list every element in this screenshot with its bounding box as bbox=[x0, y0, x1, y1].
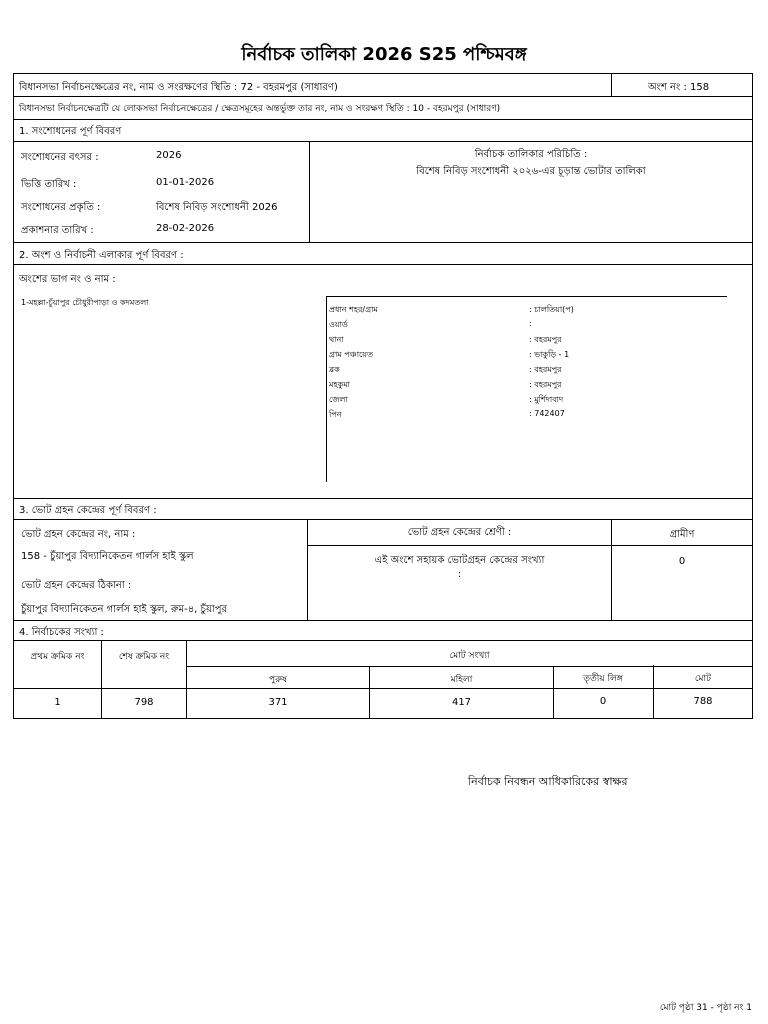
electoral-roll-frame bbox=[13, 73, 753, 719]
divider bbox=[14, 688, 752, 689]
divider bbox=[14, 242, 752, 243]
roll-identification-value: বিশেষ নিবিড় সংশোধনী ২০২৬-এর চূড়ান্ত ভোটার তালিকা bbox=[416, 166, 646, 177]
divider bbox=[186, 666, 752, 667]
qualifying-date-value: 01-01-2026 bbox=[156, 177, 215, 188]
female-header: মহিলা bbox=[450, 675, 473, 685]
polling-station-category-value: গ্রামীণ bbox=[669, 529, 695, 540]
pin-value: : 742407 bbox=[529, 409, 565, 418]
first-serial-value: 1 bbox=[54, 697, 61, 708]
part-area-name: 1-মহল্লা-চুঁয়াপুর চৌধুরীপাড়া ও কদমতলা bbox=[21, 298, 149, 307]
section2-heading: 2. অংশ ও নির্বাচনী এলাকার পূর্ণ বিবরণ : bbox=[19, 250, 184, 261]
roll-identification-label: নির্বাচক তালিকার পরিচিতি : bbox=[474, 149, 588, 160]
divider bbox=[326, 296, 727, 297]
divider bbox=[307, 545, 752, 546]
publication-date-label: প্রকাশনার তারিখ : bbox=[21, 225, 94, 236]
auxiliary-stations-value: 0 bbox=[678, 556, 686, 567]
total-count-header: মোট সংখ্যা bbox=[449, 651, 490, 661]
qualifying-date-label: ভিত্তি তারিখ : bbox=[21, 179, 77, 190]
main-town-label: প্রধান শহর/গ্রাম bbox=[329, 305, 378, 314]
district-value: : মুর্শিদাবাদ bbox=[529, 395, 564, 404]
section3-heading: 3. ভোট গ্রহন কেন্দ্রের পূর্ণ বিবরণ : bbox=[19, 505, 157, 516]
third-gender-count-value: 0 bbox=[599, 696, 607, 707]
male-count-value: 371 bbox=[268, 697, 288, 708]
total-header: মোট bbox=[694, 674, 712, 684]
block-value: : বহরমপুর bbox=[529, 365, 562, 374]
ward-label: ওয়ার্ড bbox=[329, 320, 348, 329]
revision-type-value: বিশেষ নিবিড় সংশোধনী 2026 bbox=[156, 202, 278, 213]
ward-value: : bbox=[529, 319, 532, 328]
gram-panchayat-value: : ভাকুড়ি - 1 bbox=[529, 350, 570, 359]
pin-label: পিন bbox=[329, 410, 342, 419]
main-town-value: : চালতিয়া(প) bbox=[529, 305, 574, 314]
part-number: অংশ নং : 158 bbox=[648, 82, 710, 93]
divider bbox=[14, 640, 752, 641]
revision-year-value: 2026 bbox=[156, 150, 182, 161]
police-station-value: : বহরমপুর bbox=[529, 335, 562, 344]
divider bbox=[611, 74, 612, 96]
assembly-constituency: বিধানসভা নির্বাচনক্ষেত্রের নং, নাম ও সংরক্ষণের স্থিতি : 72 - বহরমপুর (সাধারণ) bbox=[19, 82, 338, 93]
divider bbox=[14, 96, 752, 97]
ero-signature-label: নির্বাচক নিবন্ধন আধিকারিকের স্বাক্ষর bbox=[468, 775, 628, 788]
subdivision-value: : বহরমপুর bbox=[529, 380, 562, 389]
polling-station-address-label: ভোট গ্রহন কেন্দ্রের ঠিকানা : bbox=[21, 580, 132, 591]
district-label: জেলা bbox=[329, 395, 348, 404]
revision-year-label: সংশোধনের বৎসর : bbox=[21, 152, 99, 163]
divider bbox=[14, 519, 752, 520]
first-serial-header: প্রথম ক্রমিক নং bbox=[30, 652, 85, 662]
male-header: পুরুষ bbox=[269, 675, 287, 685]
divider bbox=[326, 296, 327, 482]
divider bbox=[14, 620, 752, 621]
polling-station-name: 158 - চুঁয়াপুর বিদ্যানিকেতন গার্লস হাই স্কুল bbox=[21, 551, 194, 562]
parliamentary-constituency: বিধানসভা নির্বাচনক্ষেত্রটি যে লোকসভা নির্বাচনক্ষেত্রের / ক্ষেত্রসমূহের অন্তর্ভুক্ত তার নং, নাম ও সংরক্ষণ স্থিতি : 10 - বহরমপুর (সাধারণ) bbox=[19, 104, 501, 114]
auxiliary-stations-colon: : bbox=[457, 569, 462, 580]
document-title: নির্বাচক তালিকা 2026 S25 পশ্চিমবঙ্গ bbox=[241, 44, 527, 65]
third-gender-header: তৃতীয় লিঙ্গ bbox=[583, 674, 623, 684]
revision-type-label: সংশোধনের প্রকৃতি : bbox=[21, 202, 101, 213]
block-label: ব্লক bbox=[329, 365, 340, 374]
divider bbox=[14, 141, 752, 142]
publication-date-value: 28-02-2026 bbox=[156, 223, 215, 234]
police-station-label: থানা bbox=[329, 335, 344, 344]
part-area-heading: অংশের ভাগ নং ও নাম : bbox=[19, 274, 116, 285]
divider bbox=[14, 498, 752, 499]
female-count-value: 417 bbox=[451, 697, 472, 708]
auxiliary-stations-label: এই অংশে সহায়ক ভোটগ্রহন কেন্দ্রের সংখ্যা bbox=[374, 555, 545, 566]
section1-heading: 1. সংশোধনের পূর্ণ বিবরণ bbox=[19, 126, 122, 137]
polling-station-address: চুঁয়াপুর বিদ্যানিকেতন গার্লস হাই স্কুল, রুম-৪, চুঁয়াপুর bbox=[21, 604, 228, 615]
last-serial-value: 798 bbox=[134, 697, 154, 708]
divider bbox=[14, 119, 752, 120]
last-serial-header: শেষ ক্রমিক নং bbox=[118, 652, 170, 662]
divider bbox=[14, 264, 752, 265]
gram-panchayat-label: গ্রাম পঞ্চায়েত bbox=[329, 350, 373, 359]
subdivision-label: মহকুমা bbox=[329, 380, 351, 389]
polling-station-label: ভোট গ্রহন কেন্দ্রের নং, নাম : bbox=[21, 529, 136, 540]
page-number: মোট পৃষ্ঠা 31 - পৃষ্ঠা নং 1 bbox=[659, 1003, 752, 1013]
polling-station-category-label: ভোট গ্রহন কেন্দ্রের শ্রেণী : bbox=[407, 527, 512, 538]
total-count-value: 788 bbox=[693, 696, 713, 707]
section4-heading: 4. নির্বাচকের সংখ্যা : bbox=[19, 627, 104, 638]
